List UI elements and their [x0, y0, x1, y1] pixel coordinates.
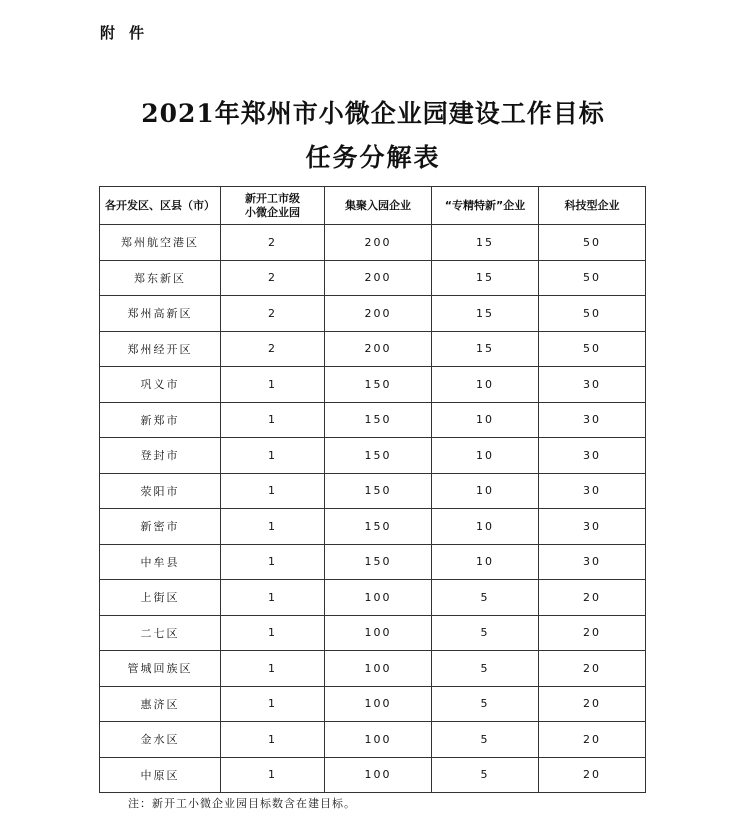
cell-tech: 50 [539, 331, 646, 367]
cell-enterprises: 100 [325, 686, 432, 722]
table-row [100, 509, 646, 545]
table-row [100, 331, 646, 367]
page-title-line1: 2021年郑州市小微企业园建设工作目标 [141, 99, 605, 128]
cell-tech: 20 [539, 757, 646, 793]
cell-tech: 50 [539, 296, 646, 332]
cell-enterprises: 150 [325, 544, 432, 580]
cell-specialized: 15 [432, 225, 539, 261]
cell-specialized: 10 [432, 367, 539, 403]
table-row [100, 757, 646, 793]
cell-new-parks: 1 [221, 402, 325, 438]
header-tech: 科技型企业 [539, 187, 646, 225]
table-row [100, 544, 646, 580]
cell-district: 中原区 [100, 757, 221, 793]
cell-district: 新郑市 [100, 402, 221, 438]
cell-specialized: 10 [432, 438, 539, 474]
table-header-row [100, 187, 646, 225]
cell-district: 郑州经开区 [100, 331, 221, 367]
cell-specialized: 15 [432, 296, 539, 332]
cell-district: 郑东新区 [100, 260, 221, 296]
cell-specialized: 10 [432, 402, 539, 438]
cell-specialized: 5 [432, 686, 539, 722]
cell-new-parks: 1 [221, 615, 325, 651]
cell-district: 郑州高新区 [100, 296, 221, 332]
table-row [100, 722, 646, 758]
cell-enterprises: 150 [325, 402, 432, 438]
header-district: 各开发区、区县（市） [100, 187, 221, 225]
cell-specialized: 10 [432, 473, 539, 509]
cell-district: 惠济区 [100, 686, 221, 722]
cell-specialized: 5 [432, 615, 539, 651]
table-row [100, 615, 646, 651]
cell-enterprises: 200 [325, 296, 432, 332]
cell-specialized: 10 [432, 509, 539, 545]
cell-enterprises: 100 [325, 651, 432, 687]
header-new-parks-label: 新开工市级小微企业园 [245, 191, 300, 219]
cell-district: 郑州航空港区 [100, 225, 221, 261]
cell-district: 登封市 [100, 438, 221, 474]
cell-tech: 20 [539, 580, 646, 616]
cell-district: 二七区 [100, 615, 221, 651]
cell-new-parks: 1 [221, 580, 325, 616]
cell-enterprises: 200 [325, 225, 432, 261]
attachment-label: 附件 [100, 24, 159, 42]
cell-new-parks: 1 [221, 757, 325, 793]
table-note: 注：新开工小微企业园目标数含在建目标。 [128, 797, 356, 810]
cell-new-parks: 1 [221, 651, 325, 687]
cell-tech: 30 [539, 544, 646, 580]
table-row [100, 580, 646, 616]
cell-new-parks: 1 [221, 722, 325, 758]
cell-district: 巩义市 [100, 367, 221, 403]
cell-new-parks: 2 [221, 225, 325, 261]
table-row [100, 225, 646, 261]
cell-tech: 20 [539, 615, 646, 651]
cell-enterprises: 100 [325, 615, 432, 651]
cell-specialized: 15 [432, 260, 539, 296]
cell-new-parks: 1 [221, 473, 325, 509]
cell-new-parks: 1 [221, 438, 325, 474]
cell-tech: 30 [539, 473, 646, 509]
cell-tech: 20 [539, 651, 646, 687]
cell-tech: 30 [539, 438, 646, 474]
cell-district: 新密市 [100, 509, 221, 545]
cell-specialized: 5 [432, 722, 539, 758]
cell-new-parks: 2 [221, 331, 325, 367]
cell-district: 管城回族区 [100, 651, 221, 687]
table-row [100, 402, 646, 438]
cell-enterprises: 150 [325, 473, 432, 509]
cell-tech: 50 [539, 260, 646, 296]
cell-tech: 30 [539, 367, 646, 403]
table-row [100, 686, 646, 722]
cell-new-parks: 2 [221, 296, 325, 332]
cell-enterprises: 200 [325, 260, 432, 296]
header-new-parks [221, 187, 325, 225]
cell-new-parks: 1 [221, 686, 325, 722]
cell-district: 金水区 [100, 722, 221, 758]
table-row [100, 260, 646, 296]
cell-tech: 30 [539, 402, 646, 438]
cell-new-parks: 1 [221, 544, 325, 580]
cell-tech: 30 [539, 509, 646, 545]
cell-tech: 50 [539, 225, 646, 261]
header-enterprises: 集聚入园企业 [325, 187, 432, 225]
cell-specialized: 5 [432, 757, 539, 793]
table-row [100, 367, 646, 403]
cell-tech: 20 [539, 686, 646, 722]
cell-enterprises: 150 [325, 509, 432, 545]
cell-new-parks: 1 [221, 509, 325, 545]
cell-enterprises: 150 [325, 367, 432, 403]
cell-enterprises: 100 [325, 757, 432, 793]
cell-district: 上街区 [100, 580, 221, 616]
cell-specialized: 5 [432, 580, 539, 616]
task-breakdown-table [99, 186, 646, 793]
cell-enterprises: 150 [325, 438, 432, 474]
cell-specialized: 5 [432, 651, 539, 687]
cell-new-parks: 1 [221, 367, 325, 403]
cell-enterprises: 100 [325, 580, 432, 616]
page-title-line2: 任务分解表 [305, 143, 441, 172]
header-specialized: “专精特新”企业 [432, 187, 539, 225]
table-row [100, 438, 646, 474]
cell-district: 中牟县 [100, 544, 221, 580]
cell-enterprises: 100 [325, 722, 432, 758]
table-row [100, 651, 646, 687]
cell-specialized: 10 [432, 544, 539, 580]
cell-tech: 20 [539, 722, 646, 758]
table-row [100, 473, 646, 509]
cell-enterprises: 200 [325, 331, 432, 367]
cell-specialized: 15 [432, 331, 539, 367]
cell-district: 荥阳市 [100, 473, 221, 509]
cell-new-parks: 2 [221, 260, 325, 296]
table-row [100, 296, 646, 332]
table-body [100, 225, 646, 793]
